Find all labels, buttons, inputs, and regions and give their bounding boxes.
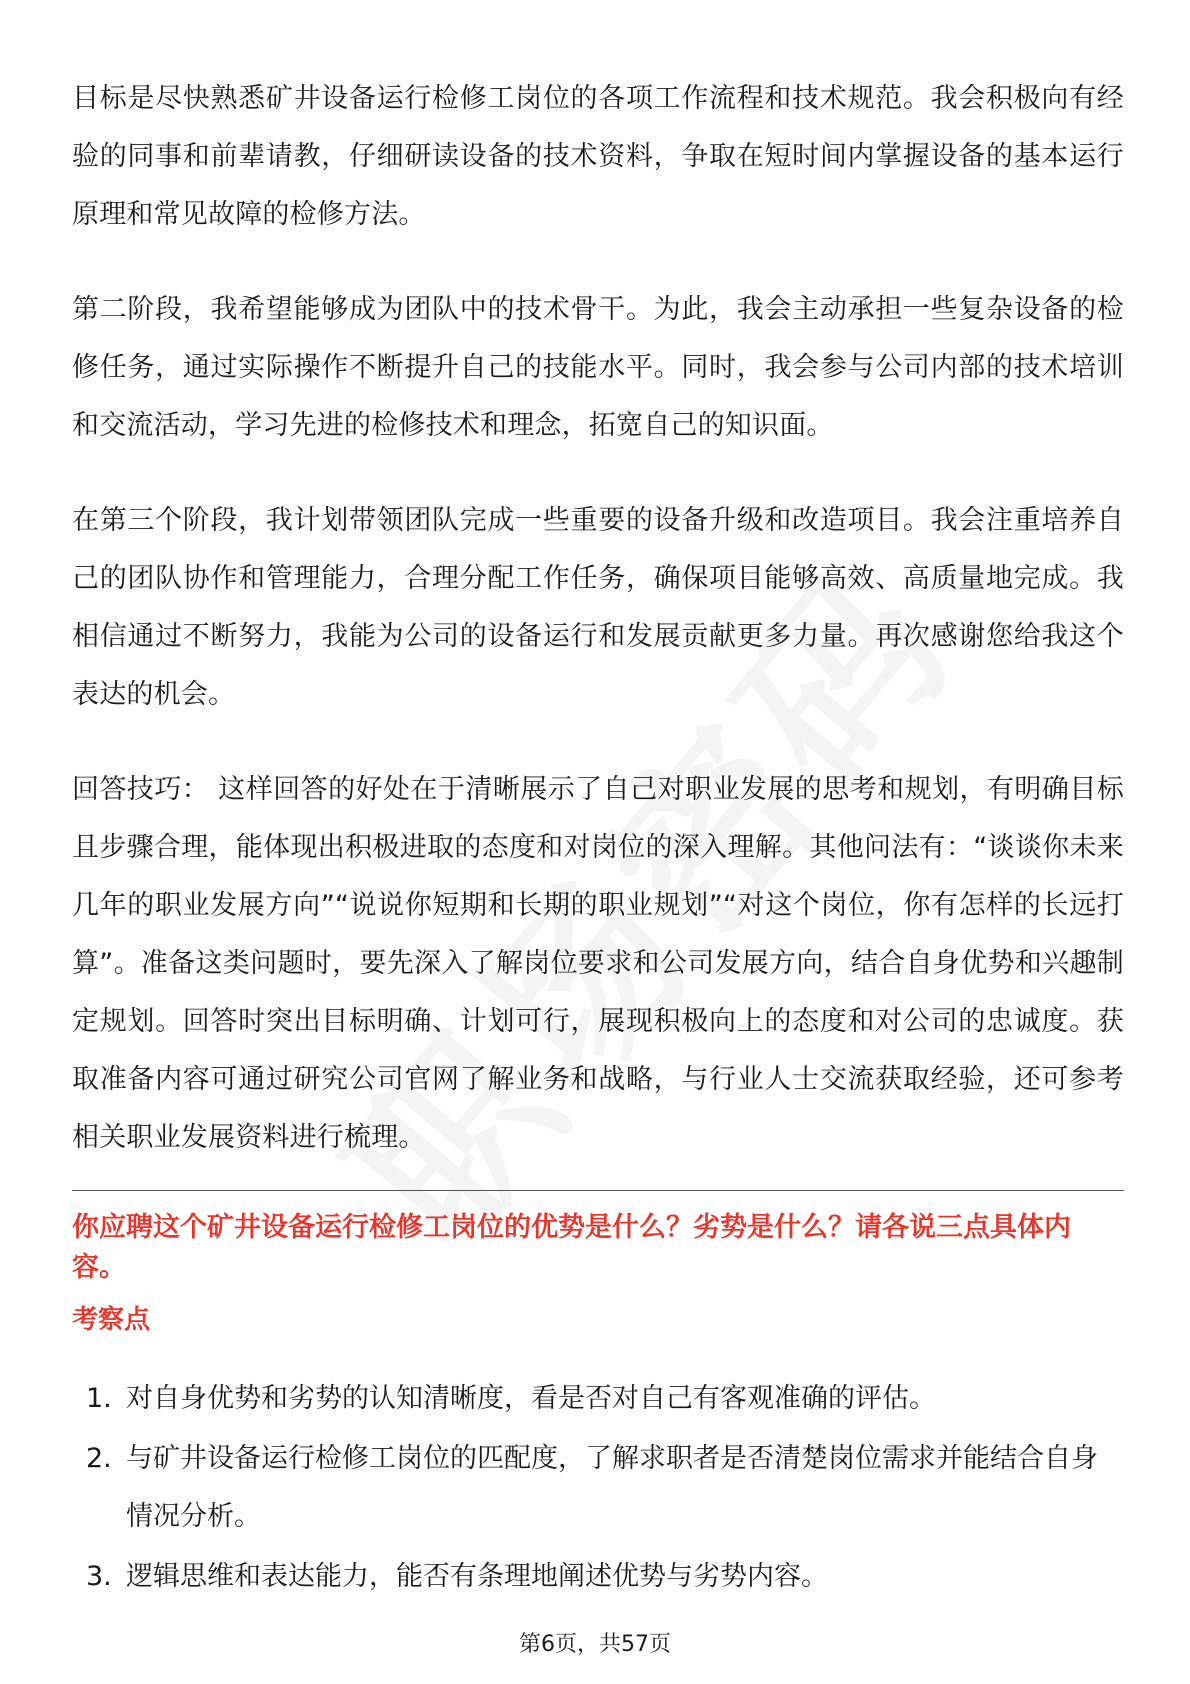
section-label-assessment-points: 考察点	[72, 1305, 151, 1335]
paragraph-stage-two: 第二阶段，我希望能够成为团队中的技术骨干。为此，我会主动承担一些复杂设备的检修任务，通过实际操作不断提升自己的技能水平。同时，我会参与公司内部的技术培训和交流活动，学习先进的检修技术和理念，拓宽自己的知识面。	[72, 294, 1124, 441]
list-item-text: 与矿井设备运行检修工岗位的匹配度，了解求职者是否清楚岗位需求并能结合自身情况分析。	[126, 1443, 1098, 1532]
list-item-text: 对自身优势和劣势的认知清晰度，看是否对自己有客观准确的评估。	[126, 1383, 936, 1414]
list-item-number: 2.	[86, 1443, 112, 1474]
paragraph-stage-one: 目标是尽快熟悉矿井设备运行检修工岗位的各项工作流程和技术规范。我会积极向有经验的同事和前辈请教，仔细研读设备的技术资料，争取在短时间内掌握设备的基本运行原理和常见故障的检修方法。	[72, 83, 1124, 230]
assessment-points-list	[72, 1370, 1124, 1608]
list-item-number: 1.	[86, 1383, 112, 1414]
page-number-footer: 第6页，共57页	[519, 1632, 671, 1657]
list-item-number: 3.	[86, 1561, 112, 1592]
list-item	[72, 1430, 1124, 1546]
paragraph-stage-three: 在第三个阶段，我计划带领团队完成一些重要的设备升级和改造项目。我会注重培养自己的团队协作和管理能力，合理分配工作任务，确保项目能够高效、高质量地完成。我相信通过不断努力，我能为公司的设备运行和发展贡献更多力量。再次感谢您给我这个表达的机会。	[72, 505, 1124, 710]
list-item-text: 逻辑思维和表达能力，能否有条理地阐述优势与劣势内容。	[126, 1561, 828, 1592]
list-item	[72, 1370, 1124, 1428]
question-heading: 你应聘这个矿井设备运行检修工岗位的优势是什么？劣势是什么？请各说三点具体内容。	[72, 1212, 1071, 1283]
paragraph-answer-tips: 回答技巧： 这样回答的好处在于清晰展示了自己对职业发展的思考和规划，有明确目标且步骤合理，能体现出积极进取的态度和对岗位的深入理解。其他问法有：“谈谈你未来几年的职业发展方向”“说说你短期和长期的职业规划”“对这个岗位，你有怎样的长远打算”。准备这类问题时，要先深入了解岗位要求和公司发展方向，结合自身优势和兴趣制定规划。回答时突出目标明确、计划可行，展现积极向上的态度和对公司的忠诚度。获取准备内容可通过研究公司官网了解业务和战略，与行业人士交流获取经验，还可参考相关职业发展资料进行梳理。	[72, 774, 1124, 1153]
section-divider	[72, 1190, 1124, 1191]
list-item	[72, 1548, 1124, 1606]
body-text	[72, 70, 1124, 1204]
